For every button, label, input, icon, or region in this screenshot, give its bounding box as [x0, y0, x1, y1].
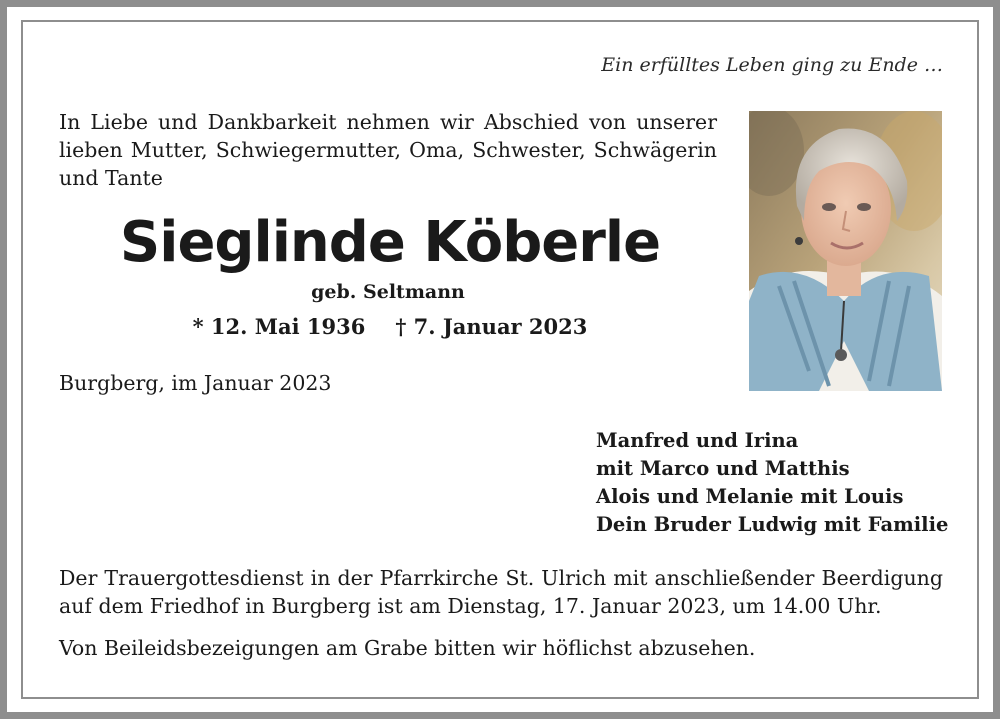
- deceased-name: Sieglinde Köberle: [119, 210, 661, 275]
- birth-date: * 12. Mai 1936: [192, 314, 366, 339]
- family-line: mit Marco und Matthis: [596, 457, 850, 480]
- maiden-name: geb. Seltmann: [311, 281, 465, 303]
- intro-line: und Tante: [59, 166, 163, 190]
- portrait-photo: [749, 111, 942, 391]
- service-line: Der Trauergottesdienst in der Pfarrkirche St. Ulrich mit anschließender Beerdigung: [59, 566, 943, 590]
- family-line: Dein Bruder Ludwig mit Familie: [596, 513, 949, 536]
- motto-text: Ein erfülltes Leben ging zu Ende …: [601, 54, 943, 76]
- service-paragraph: [59, 564, 943, 620]
- intro-paragraph: [59, 108, 717, 192]
- family-line: Manfred und Irina: [596, 429, 799, 452]
- life-dates: [100, 314, 680, 339]
- condolence-note: Von Beileidsbezeigungen am Grabe bitten wir höflichst abzusehen.: [59, 636, 756, 660]
- service-line: auf dem Friedhof in Burgberg ist am Dienstag, 17. Januar 2023, um 14.00 Uhr.: [59, 594, 882, 618]
- family-line: Alois und Melanie mit Louis: [596, 485, 904, 508]
- death-date: † 7. Januar 2023: [395, 314, 588, 339]
- family-signatures: [596, 427, 948, 539]
- intro-line: lieben Mutter, Schwiegermutter, Oma, Schwester, Schwägerin: [59, 138, 717, 162]
- place-date: Burgberg, im Januar 2023: [59, 371, 332, 395]
- intro-line: In Liebe und Dankbarkeit nehmen wir Abschied von unserer: [59, 110, 717, 134]
